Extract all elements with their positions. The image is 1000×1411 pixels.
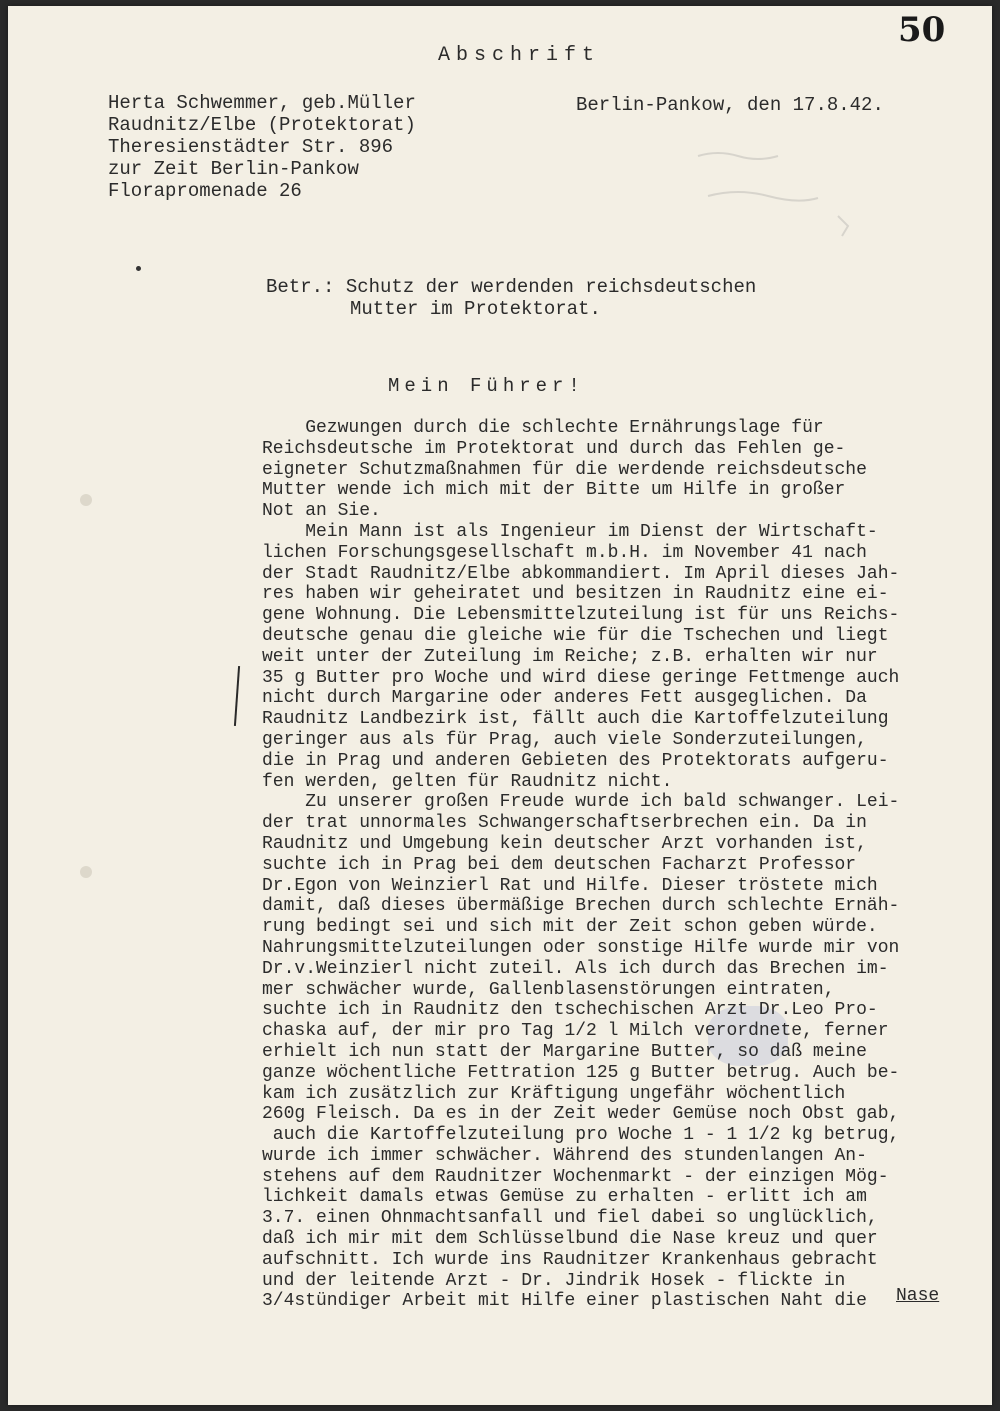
body-line: eigneter Schutzmaßnahmen für die werdende reichsdeutsche <box>262 459 867 480</box>
sender-line: Theresienstädter Str. 896 <box>108 136 394 158</box>
body-line: erhielt ich nun statt der Margarine Butter, so daß meine <box>262 1041 867 1062</box>
sender-line: Florapromenade 26 <box>108 180 302 202</box>
punch-hole <box>80 494 92 506</box>
body-line: chaska auf, der mir pro Tag 1/2 l Milch verordnete, ferner <box>262 1021 889 1042</box>
sender-line: Herta Schwemmer, geb.Müller <box>108 92 416 114</box>
faint-bleedthrough-marks <box>688 136 868 246</box>
body-line: Gezwungen durch die schlechte Ernährungslage für <box>262 418 824 438</box>
subject-line: Betr.: Schutz der werdenden reichsdeutschen <box>266 276 757 298</box>
body-line: 35 g Butter pro Woche und wird diese geringe Fettmenge auch <box>262 667 900 688</box>
body-line: weit unter der Zuteilung im Reiche; z.B. erhalten wir nur <box>262 646 878 667</box>
body-line: 260g Fleisch. Da es in der Zeit weder Gemüse noch Obst gab, <box>262 1104 900 1125</box>
body-line: res haben wir geheiratet und besitzen in Raudnitz eine ei- <box>262 584 889 605</box>
document-title: Abschrift <box>438 44 601 67</box>
body-line: 3/4stündiger Arbeit mit Hilfe einer plastischen Naht die <box>262 1291 867 1312</box>
subject-block <box>266 276 756 320</box>
body-line: Zu unserer großen Freude wurde ich bald schwanger. Lei- <box>262 792 900 813</box>
salutation: Mein Führer! <box>388 375 585 397</box>
body-line: Dr.v.Weinzierl nicht zuteil. Als ich durch das Brechen im- <box>262 958 889 979</box>
body-line: Not an Sie. <box>262 501 381 522</box>
closing-word: Nase <box>896 1286 940 1306</box>
body-line: und der leitende Arzt - Dr. Jindrik Hosek - flickte in <box>262 1270 846 1291</box>
body-line: Dr.Egon von Weinzierl Rat und Hilfe. Dieser tröstete mich <box>262 875 878 896</box>
body-line: rung bedingt sei und sich mit der Zeit schon geben würde. <box>262 917 878 938</box>
place-date: Berlin-Pankow, den 17.8.42. <box>576 94 884 116</box>
typed-dot <box>136 266 141 271</box>
sender-line: Raudnitz/Elbe (Protektorat) <box>108 114 416 136</box>
body-line: ganze wöchentliche Fettration 125 g Butter betrug. Auch be- <box>262 1062 900 1083</box>
body-line: fen werden, gelten für Raudnitz nicht. <box>262 771 673 792</box>
letter-body <box>262 418 962 1312</box>
body-line: suchte ich in Prag bei dem deutschen Facharzt Professor <box>262 854 857 875</box>
body-line: aufschnitt. Ich wurde ins Raudnitzer Krankenhaus gebracht <box>262 1249 878 1270</box>
body-line: lichkeit damals etwas Gemüse zu erhalten - erlitt ich am <box>262 1187 867 1208</box>
body-line: nicht durch Margarine oder anderes Fett ausgeglichen. Da <box>262 688 867 709</box>
body-line: Mein Mann ist als Ingenieur im Dienst der Wirtschaft- <box>262 521 878 542</box>
punch-hole <box>80 866 92 878</box>
sender-line: zur Zeit Berlin-Pankow <box>108 158 359 180</box>
body-line: damit, daß dieses übermäßige Brechen durch schlechte Ernäh- <box>262 896 900 917</box>
body-line: wurde ich immer schwächer. Während des stundenlangen An- <box>262 1145 867 1166</box>
body-line: lichen Forschungsgesellschaft m.b.H. im November 41 nach <box>262 542 867 563</box>
body-line: der trat unnormales Schwangerschaftserbrechen ein. Da in <box>262 813 867 834</box>
body-line: die in Prag und anderen Gebieten des Protektorats aufgeru- <box>262 750 889 771</box>
sender-address <box>108 92 416 202</box>
body-line: mer schwächer wurde, Gallenblasenstörungen eintraten, <box>262 979 835 1000</box>
body-line: kam ich zusätzlich zur Kräftigung ungefähr wöchentlich <box>262 1083 846 1104</box>
body-line: auch die Kartoffelzuteilung pro Woche 1 - 1 1/2 kg betrug, <box>262 1125 900 1146</box>
body-line: Raudnitz Landbezirk ist, fällt auch die Kartoffelzuteilung <box>262 709 889 730</box>
document-page <box>8 6 992 1405</box>
body-line: gene Wohnung. Die Lebensmittelzuteilung ist für uns Reichs- <box>262 605 900 626</box>
body-line: Nahrungsmittelzuteilungen oder sonstige Hilfe wurde mir von <box>262 937 900 958</box>
body-line: 3.7. einen Ohnmachtsanfall und fiel dabei so unglücklich, <box>262 1208 878 1229</box>
subject-line: Mutter im Protektorat. <box>350 298 601 320</box>
body-line: der Stadt Raudnitz/Elbe abkommandiert. Im April dieses Jah- <box>262 563 900 584</box>
margin-pencil-mark <box>234 666 240 726</box>
body-line: Mutter wende ich mich mit der Bitte um Hilfe in großer <box>262 480 846 501</box>
body-line: deutsche genau die gleiche wie für die Tschechen und liegt <box>262 625 889 646</box>
body-line: daß ich mir mit dem Schlüsselbund die Nase kreuz und quer <box>262 1229 878 1250</box>
body-line: suchte ich in Raudnitz den tschechischen Arzt Dr.Leo Pro- <box>262 1000 878 1021</box>
body-line: Reichsdeutsche im Protektorat und durch das Fehlen ge- <box>262 438 846 459</box>
page-number: 50 <box>898 10 946 50</box>
body-line: Raudnitz und Umgebung kein deutscher Arzt vorhanden ist, <box>262 833 867 854</box>
body-line: geringer aus als für Prag, auch viele Sonderzuteilungen, <box>262 729 867 750</box>
body-line: stehens auf dem Raudnitzer Wochenmarkt - der einzigen Mög- <box>262 1166 889 1187</box>
